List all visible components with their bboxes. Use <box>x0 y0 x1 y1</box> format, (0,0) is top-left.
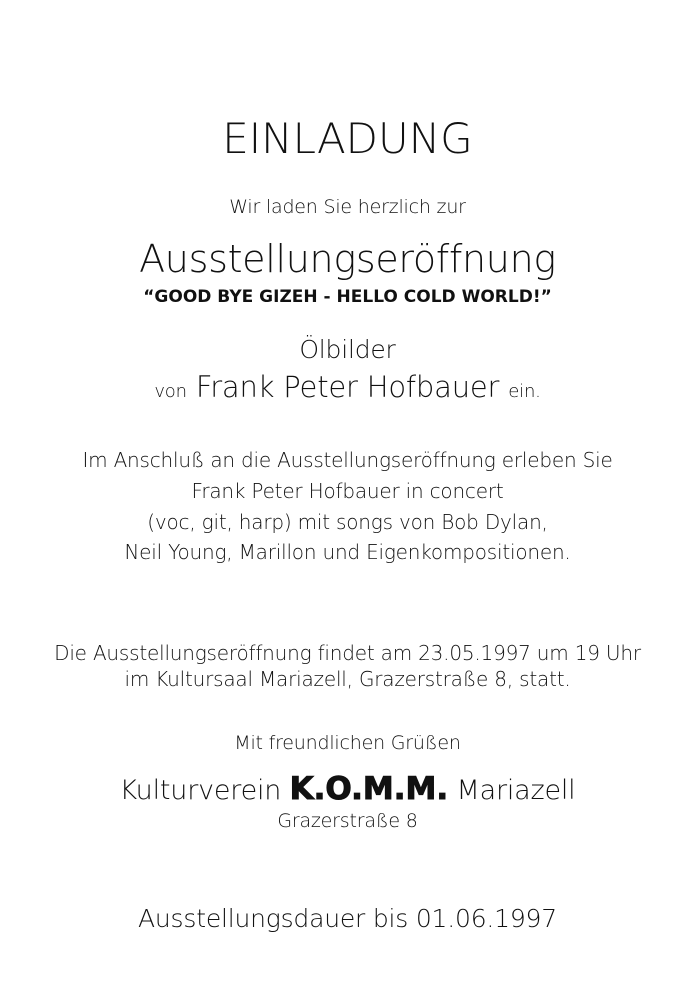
organizer-address: Grazerstraße 8 <box>277 810 418 832</box>
artist-line <box>0 370 695 404</box>
body-line: Frank Peter Hofbauer in concert <box>191 479 504 503</box>
organizer-suffix: Mariazell <box>456 775 576 806</box>
exhibition-duration: Ausstellungsdauer bis 01.06.1997 <box>138 904 557 933</box>
artist-suffix: ein. <box>508 381 541 402</box>
artist-prefix: von <box>154 381 187 402</box>
invitation-title: EINLADUNG <box>222 114 473 163</box>
exhibition-headline: Ausstellungseröffnung <box>139 237 556 281</box>
event-info-line: Die Ausstellungseröffnung findet am 23.05.1997 um 19 Uhr <box>54 641 641 665</box>
event-info-line: im Kultursaal Mariazell, Grazerstraße 8, statt. <box>124 667 571 691</box>
artist-name: Frank Peter Hofbauer <box>195 370 500 404</box>
body-line: Im Anschluß an die Ausstellungseröffnung erleben Sie <box>82 448 613 472</box>
organizer-logo-text: K.O.M.M. <box>289 771 449 807</box>
body-line: Neil Young, Marillon und Eigenkompositionen. <box>124 540 571 564</box>
body-line: (voc, git, harp) mit songs von Bob Dylan, <box>147 510 548 534</box>
organizer-line <box>0 771 695 807</box>
greeting: Mit freundlichen Grüßen <box>234 732 461 754</box>
intro-line: Wir laden Sie herzlich zur <box>229 196 466 218</box>
organizer-prefix: Kulturverein <box>119 775 282 806</box>
exhibition-medium: Ölbilder <box>299 335 396 364</box>
exhibition-subtitle: “GOOD BYE GIZEH - HELLO COLD WORLD!” <box>143 287 552 307</box>
